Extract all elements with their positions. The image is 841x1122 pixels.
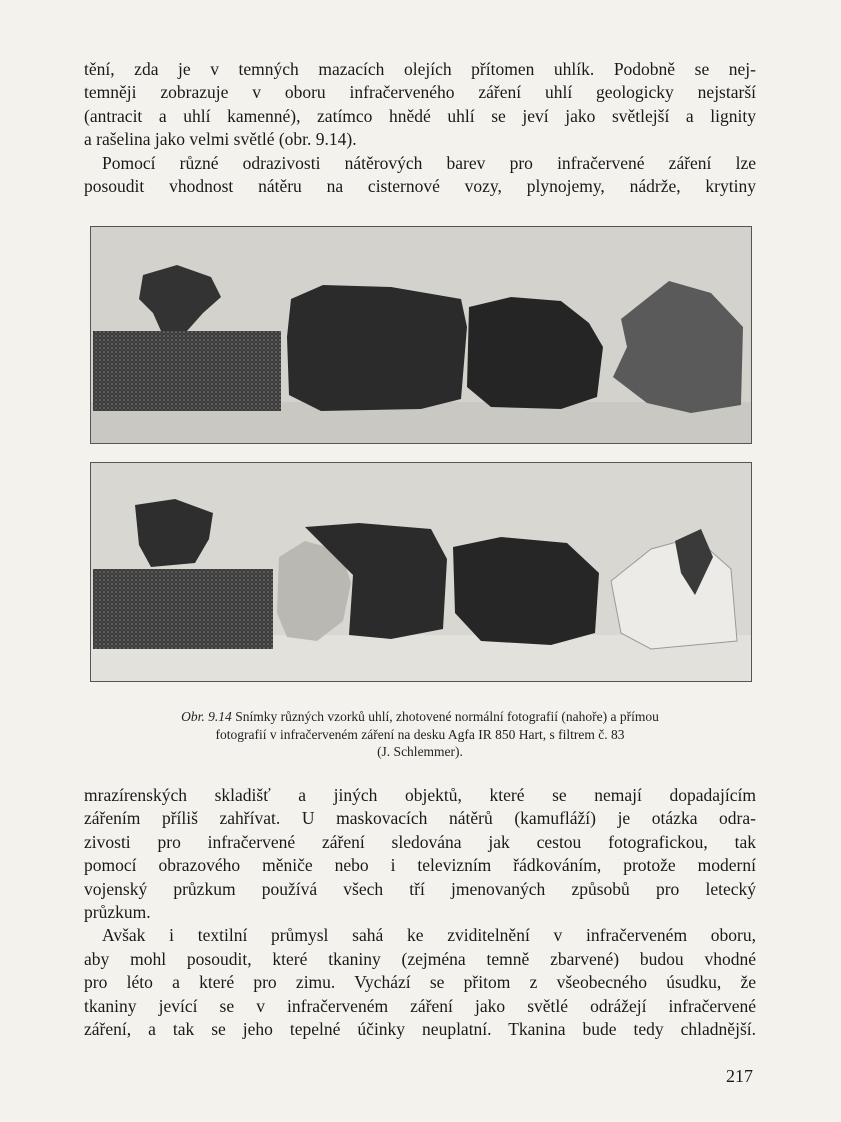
coal-sample <box>287 285 467 411</box>
text-line: Pomocí různé odrazivosti nátěrových barev pro infračervené záření lze <box>102 152 756 173</box>
photo-normal <box>90 226 752 444</box>
text-line: pomocí obrazového měniče nebo i televizním řádkováním, protože moderní <box>84 855 756 876</box>
text-line: a rašelina jako velmi světlé (obr. 9.14). <box>84 129 357 150</box>
text-block-bottom <box>84 784 756 1041</box>
caption-line: Snímky různých vzorků uhlí, zhotovené normální fotografií (nahoře) a přímou <box>235 709 659 724</box>
text-line: tění, zda je v temných mazacích olejích přítomen uhlík. Podobně se nej- <box>84 59 756 79</box>
coal-sample <box>453 537 599 645</box>
figure-caption <box>84 708 756 761</box>
text-line: (antracit a uhlí kamenné), zatímco hnědé uhlí se jeví jako světlejší a lignity <box>84 105 756 126</box>
caption-line: fotografií v infračerveném záření na desku Agfa IR 850 Hart, s filtrem č. 83 <box>215 726 625 742</box>
coal-sample-block <box>93 569 273 649</box>
photo-infrared <box>90 462 752 682</box>
text-line: aby mohl posoudit, které tkaniny (zejména temně zbarvené) budou vhodné <box>84 948 756 969</box>
caption-line: (J. Schlemmer). <box>377 744 463 759</box>
text-line: pro léto a které pro zimu. Vychází se přitom z všeobecného úsudku, že <box>84 972 756 993</box>
text-line: mrazírenských skladišť a jiných objektů, které se nemají dopadajícím <box>84 785 756 805</box>
page-number: 217 <box>726 1066 753 1086</box>
text-line: tkaniny jevící se v infračerveném záření jako světlé odrážejí infračervené <box>84 995 756 1016</box>
text-line: Avšak i textilní průmysl sahá ke zviditelnění v infračerveném oboru, <box>102 925 756 946</box>
text-line: zářením příliš zahřívat. U maskovacích nátěrů (kamufláží) je otázka odra- <box>84 808 756 829</box>
text-line: zivosti pro infračervené záření sledována jak cestou fotografickou, tak <box>84 831 756 852</box>
figure-label: Obr. 9.14 <box>181 709 232 724</box>
text-line: záření, a tak se jeho tepelné účinky neuplatní. Tkanina bude tedy chladnější. <box>84 1019 756 1040</box>
text-line: vojenský průzkum používá všech tří jmenovaných způsobů pro letecký <box>84 878 756 899</box>
text-block-top <box>84 58 756 198</box>
coal-sample-block <box>93 331 281 411</box>
text-line: posoudit vhodnost nátěru na cisternové vozy, plynojemy, nádrže, krytiny <box>84 176 756 197</box>
text-line: temněji zobrazuje v oboru infračerveného záření uhlí geologicky nejstarší <box>84 82 756 103</box>
text-line: průzkum. <box>84 902 151 923</box>
